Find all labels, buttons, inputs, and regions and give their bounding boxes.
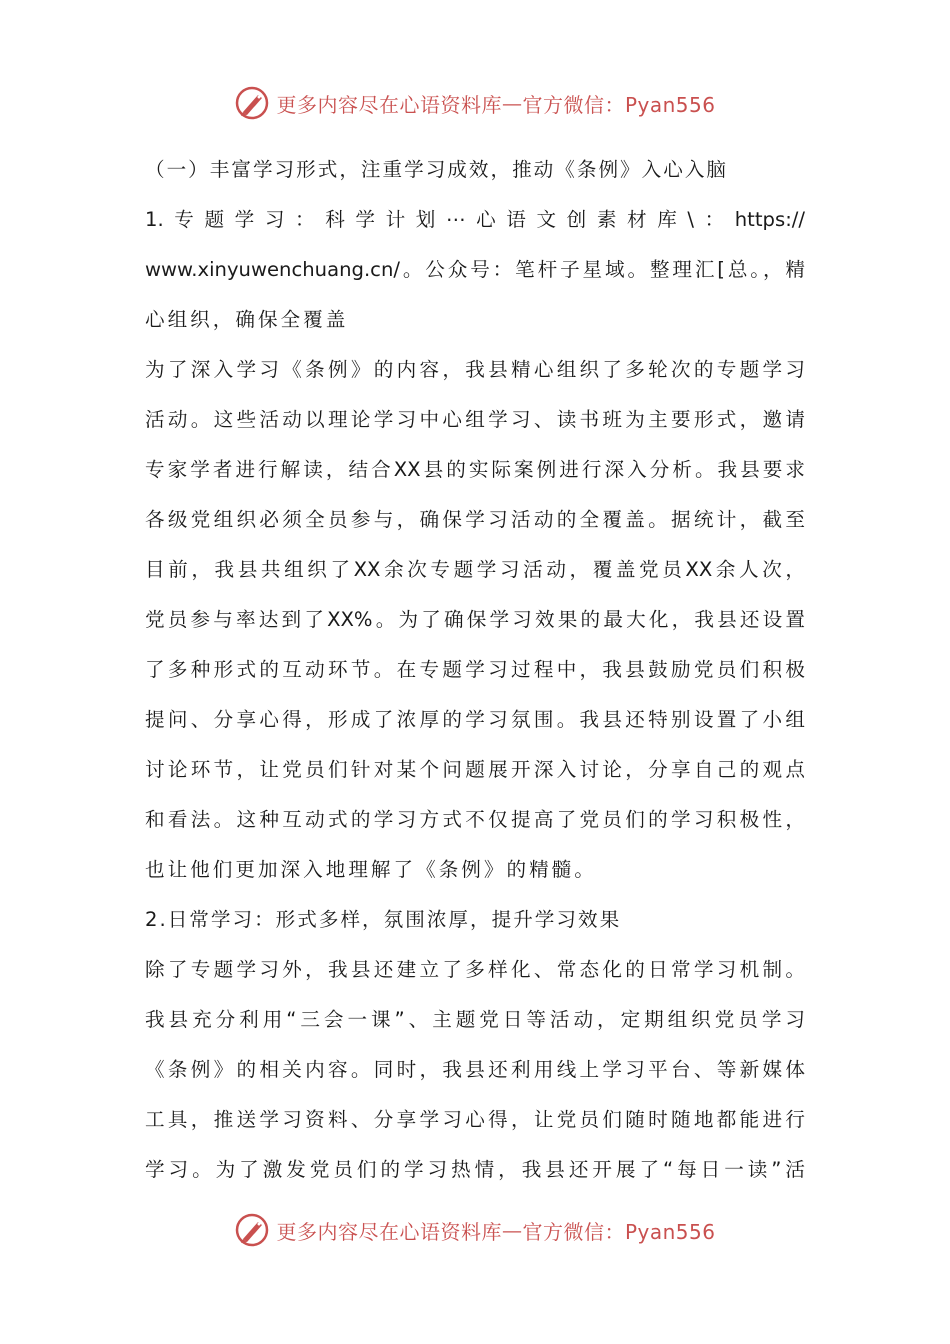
- text-line: www.xinyuwenchuang.cn/。公众号：笔杆子星域。整理汇[总。，精: [145, 258, 805, 281]
- paragraph-line: 除了专题学习外，我县还建立了多样化、常态化的日常学习机制。: [145, 958, 805, 981]
- paragraph-line: 《条例》的相关内容。同时，我县还利用线上学习平台、等新媒体: [145, 1058, 805, 1081]
- banner-dash: —: [501, 1218, 523, 1242]
- paragraph-line: 讨论环节，让党员们针对某个问题展开深入讨论，分享自己的观点: [145, 758, 805, 781]
- subheading-1: 1.专题学习：科学计划⋯心语文创素材库\：https://: [145, 208, 805, 231]
- paragraph-line: 和看法。这种互动式的学习方式不仅提高了党员们的学习积极性，: [145, 808, 805, 831]
- footer-banner: [0, 1210, 950, 1250]
- pen-logo-icon: [234, 85, 270, 121]
- banner-dash: —: [501, 91, 523, 115]
- banner-wechat: 官方微信：Pyan556: [522, 1219, 716, 1244]
- paragraph-line: 也让他们更加深入地理解了《条例》的精髓。: [145, 858, 597, 881]
- paragraph-line: 了多种形式的互动环节。在专题学习过程中，我县鼓励党员们积极: [145, 658, 805, 681]
- paragraph-line: 工具，推送学习资料、分享学习心得，让党员们随时随地都能进行: [145, 1108, 805, 1131]
- paragraph-line: 目前，我县共组织了XX余次专题学习活动，覆盖党员XX余人次，: [145, 558, 805, 581]
- header-banner: [0, 83, 950, 123]
- paragraph-line: 活动。这些活动以理论学习中心组学习、读书班为主要形式，邀请: [145, 408, 805, 431]
- paragraph-line: 提问、分享心得，形成了浓厚的学习氛围。我县还特别设置了小组: [145, 708, 805, 731]
- paragraph-line: 专家学者进行解读，结合XX县的实际案例进行深入分析。我县要求: [145, 458, 805, 481]
- subheading-2: 2.日常学习：形式多样，氛围浓厚，提升学习效果: [145, 908, 622, 931]
- banner-title: 更多内容尽在心语资料库: [276, 92, 502, 117]
- banner-title: 更多内容尽在心语资料库: [276, 1219, 502, 1244]
- paragraph-line: 我县充分利用“三会一课”、主题党日等活动，定期组织党员学习: [145, 1008, 805, 1031]
- banner-wechat: 官方微信：Pyan556: [522, 92, 716, 117]
- section-heading: （一）丰富学习形式，注重学习成效，推动《条例》入心入脑: [145, 158, 729, 181]
- paragraph-line: 学习。为了激发党员们的学习热情，我县还开展了“每日一读”活: [145, 1158, 805, 1181]
- paragraph-line: 为了深入学习《条例》的内容，我县精心组织了多轮次的专题学习: [145, 358, 805, 381]
- paragraph-line: 各级党组织必须全员参与，确保学习活动的全覆盖。据统计，截至: [145, 508, 805, 531]
- pen-logo-icon: [234, 1212, 270, 1248]
- text-line: 心组织，确保全覆盖: [145, 308, 349, 331]
- document-body: [145, 145, 805, 1195]
- paragraph-line: 党员参与率达到了XX%。为了确保学习效果的最大化，我县还设置: [145, 608, 805, 631]
